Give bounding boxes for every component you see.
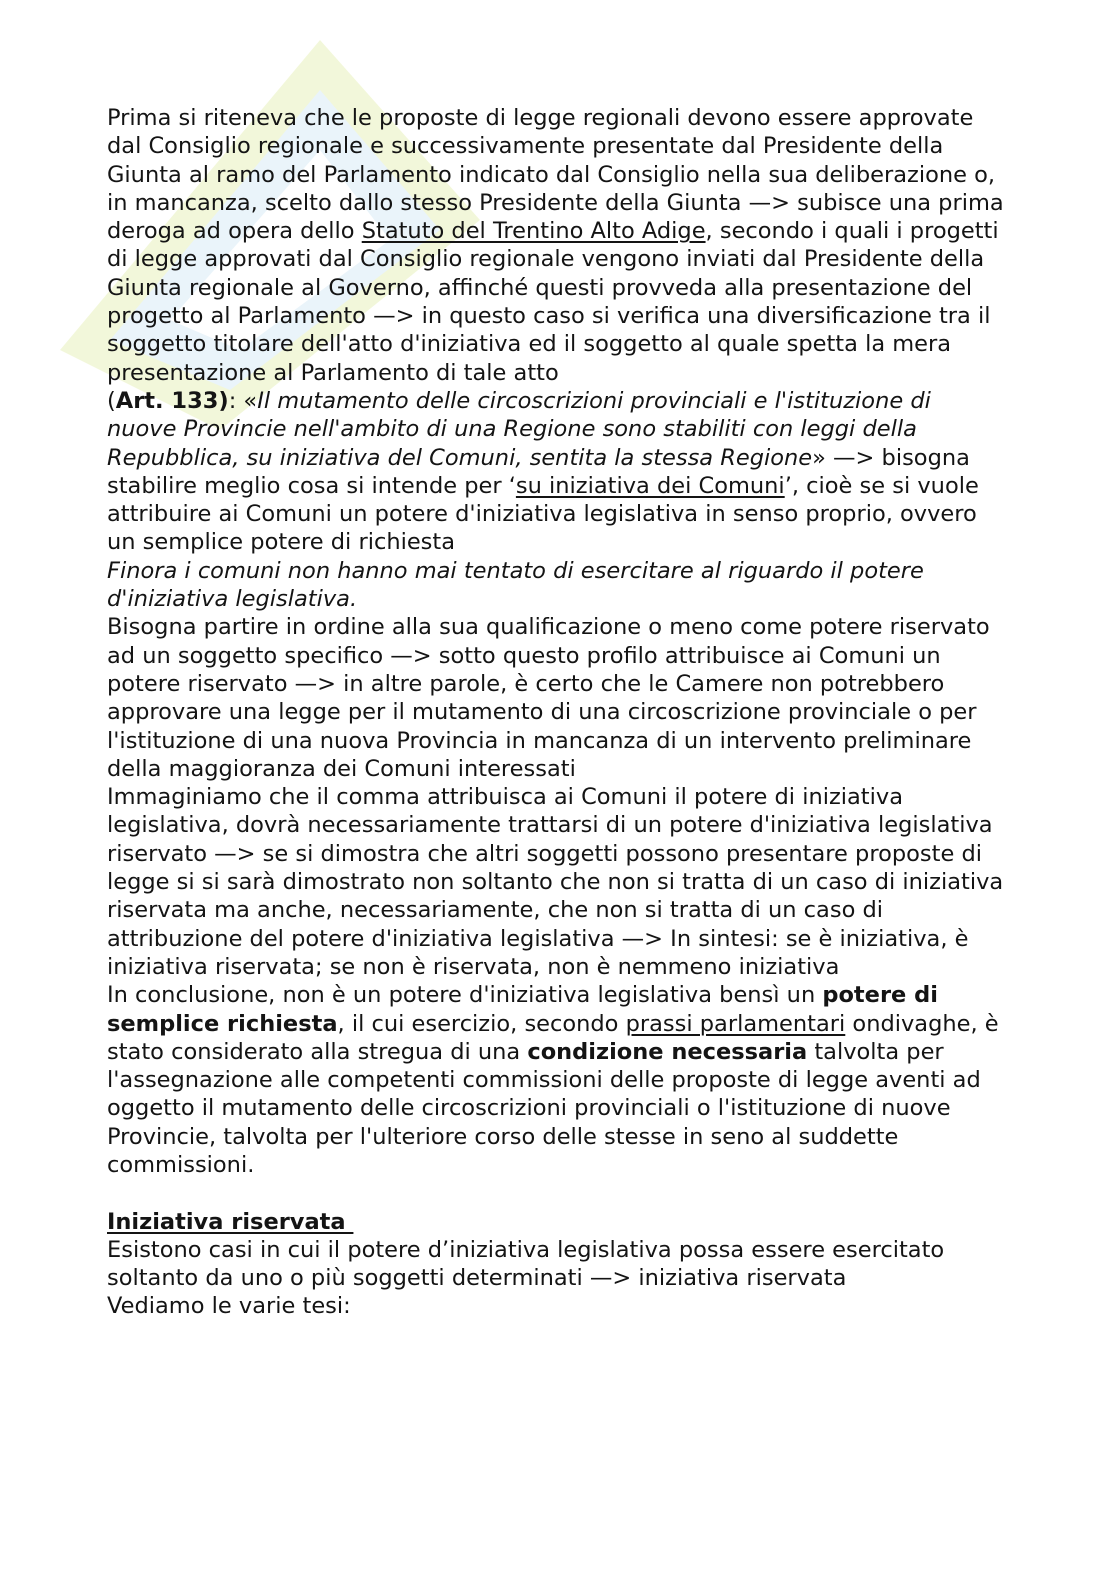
bold-condizione-necessaria: condizione necessaria bbox=[527, 1038, 808, 1065]
underlined-prassi: prassi parlamentari bbox=[625, 1010, 846, 1037]
paragraph-vediamo: Vediamo le varie tesi: bbox=[107, 1293, 351, 1320]
paragraph-esistono: Esistono casi in cui il potere d’iniziativa legislativa possa essere esercitato soltanto da uno o più soggetti determinati —> iniziativa riservata bbox=[107, 1236, 945, 1292]
article-quote: Il mutamento delle circoscrizioni provinciali e l'istituzione di nuove Provincie nell'ambito di una Regione sono stabiliti con leggi della Repubblica, su iniziativa del Comuni, sentita la stessa Regione bbox=[107, 387, 931, 471]
paragraph-qualificazione: Bisogna partire in ordine alla sua qualificazione o meno come potere riservato ad un soggetto specifico —> sotto questo profilo attribuisce ai Comuni un potere riservato —> in altre parole, è certo che le Camere non potrebbero approvare una legge per il mutamento di una circoscrizione provinciale o per l'istituzione di una nuova Provincia in mancanza di un intervento preliminare della maggioranza dei Comuni interessati bbox=[107, 614, 990, 782]
blank-line bbox=[107, 1179, 1007, 1207]
article-reference: Art. 133) bbox=[115, 387, 229, 414]
paragraph-statuto: Prima si riteneva che le proposte di legge regionali devono essere approvate dal Consiglio regionale e successivamente presentate dal Presidente della Giunta al ramo del Parlamento indicato dal Consiglio nella sua deliberazione o, in mancanza, scelto dallo stesso Presidente della Giunta —> subisce una prima deroga ad opera dello Statuto del Trentino Alto Adige, secondo i quali i progetti di legge approvati dal Consiglio regionale vengono inviati dal Presidente della Giunta regionale al Governo, affinché questi provveda alla presentazione del progetto al Parlamento —> in questo caso si verifica una diversificazione tra il soggetto titolare dell'atto d'iniziativa ed il soggetto al quale spetta la mera presentazione al Parlamento di tale atto bbox=[107, 105, 1004, 386]
paragraph-art-133: (Art. 133): «Il mutamento delle circoscrizioni provinciali e l'istituzione di nuove Provincie nell'ambito di una Regione sono stabiliti con leggi della Repubblica, su iniziativa del Comuni, sentita la stessa Regione» —> bisogna stabilire meglio cosa si intende per ‘su iniziativa dei Comuni’, cioè se si vuole attribuire ai Comuni un potere d'iniziativa legislativa in senso proprio, ovvero un semplice potere di richiesta bbox=[107, 387, 979, 556]
document-page bbox=[107, 104, 1007, 1321]
paragraph-conclusione: In conclusione, non è un potere d'iniziativa legislativa bensì un potere di semplice richiesta, il cui esercizio, secondo prassi parlamentari ondivaghe, è stato considerato alla stregua di una condizione necessaria talvolta per l'assegnazione alle competenti commissioni delle proposte di legge aventi ad oggetto il mutamento delle circoscrizioni provinciali o l'istituzione di nuove Provincie, talvolta per l'ulteriore corso delle stesse in seno al suddette commissioni. bbox=[107, 982, 999, 1178]
underlined-iniziativa-comuni: su iniziativa dei Comuni bbox=[515, 472, 785, 499]
underlined-statuto: Statuto del Trentino Alto Adige bbox=[361, 218, 706, 245]
paragraph-finora: Finora i comuni non hanno mai tentato di esercitare al riguardo il potere d'iniziativa legislativa. bbox=[107, 557, 924, 613]
paragraph-immaginiamo: Immaginiamo che il comma attribuisca ai Comuni il potere di iniziativa legislativa, dovrà necessariamente trattarsi di un potere d'iniziativa legislativa riservato —> se si dimostra che altri soggetti possono presentare proposte di legge si si sarà dimostrato non soltanto che non si tratta di un caso di iniziativa riservata ma anche, necessariamente, che non si tratta di un caso di attribuzione del potere d'iniziativa legislativa —> In sintesi: se è iniziativa, è iniziativa riservata; se non è riservata, non è nemmeno iniziativa bbox=[107, 784, 1004, 980]
bold-potere-richiesta: potere di semplice richiesta bbox=[107, 982, 938, 1037]
section-heading: Iniziativa riservata bbox=[107, 1208, 354, 1235]
